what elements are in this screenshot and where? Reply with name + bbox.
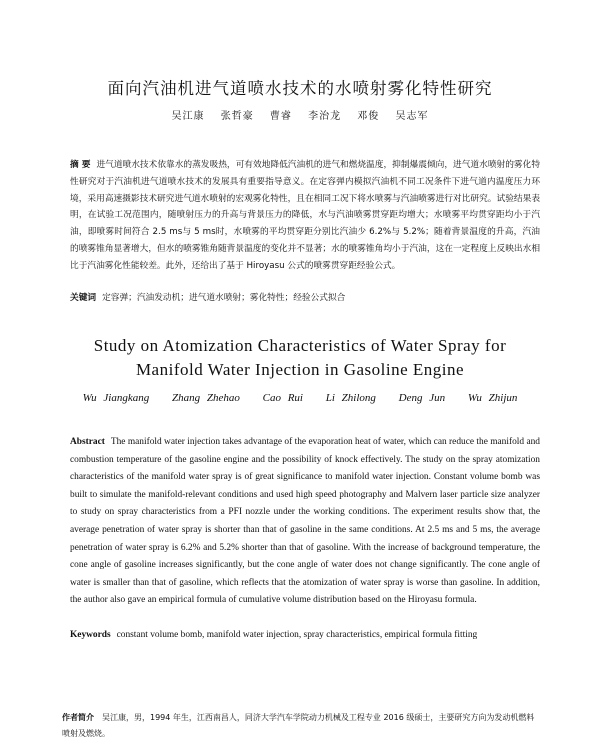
english-title-line-1: Study on Atomization Characteristics of Water Spray for <box>93 336 507 355</box>
chinese-abstract-text: 进气道喷水技术依靠水的蒸发吸热，可有效地降低汽油机的进气和燃烧温度，抑制爆震倾向，进气道水喷射的雾化特性研究对于汽油机进气道喷水技术的发展具有重要指导意义。在定容弹内模拟汽油机不同工况条件下进气道内温度压力环境，采用高速摄影技术研究进气道水喷射的宏观雾化特性，且在相同工况下将水喷雾与汽油喷雾进行对比研究。试验结果表明，在试验工况范围内，随喷射压力的升高与背景压力的降低，水与汽油喷雾贯穿距均增大；水喷雾平均贯穿距均小于汽油，即喷雾时间符合 2.5 ms与 5 ms时，水喷雾的平均贯穿距分别比汽油少 6.2%与 5.2%；随着背景温度的升高，汽油的喷雾锥角显著增大，但水的喷雾锥角随背景温度的变化并不显著；水的喷雾锥角均小于汽油，这在一定程度上反映出水相比于汽油雾化性能较差。此外，还给出了基于 Hiroyasu 公式的喷雾贯穿距经验公式。 <box>70 160 541 271</box>
footnote-text: 吴江康，男，1994 年生，江西南昌人，同济大学汽车学院动力机械及工程专业 2016 级硕士，主要研究方向为发动机燃料喷射及燃烧。 <box>62 713 535 738</box>
english-abstract <box>70 434 540 610</box>
zh-author: 李治龙 <box>308 111 342 122</box>
english-keywords-label: Keywords <box>70 630 111 640</box>
en-author: Zhang Zhehao <box>171 392 240 404</box>
chinese-keywords-text: 定容弹；汽油发动机；进气道水喷射；雾化特性；经验公式拟合 <box>102 293 346 303</box>
en-author: Li Zhilong <box>325 392 376 404</box>
zh-author: 张哲豪 <box>220 111 254 122</box>
english-keywords <box>70 627 540 643</box>
en-author: Cao Rui <box>262 392 303 404</box>
zh-author: 吴江康 <box>171 111 205 122</box>
zh-author: 邓俊 <box>357 111 380 122</box>
chinese-keywords <box>70 290 540 306</box>
footnote-label: 作者简介 <box>62 713 94 722</box>
en-author: Wu Zhijun <box>467 392 518 404</box>
en-author: Deng Jun <box>398 392 446 404</box>
zh-author: 曹睿 <box>269 111 292 122</box>
chinese-keywords-label: 关键词 <box>70 293 97 303</box>
author-footnote <box>62 710 542 741</box>
en-author: Wu Jiangkang <box>82 392 150 404</box>
chinese-authors <box>0 107 600 122</box>
chinese-abstract-label: 摘 要 <box>70 160 91 170</box>
chinese-title: 面向汽油机进气道喷水技术的水喷射雾化特性研究 <box>107 79 493 98</box>
zh-author: 吴志军 <box>395 111 429 122</box>
english-title <box>0 334 600 382</box>
chinese-abstract <box>70 157 540 275</box>
english-authors <box>0 392 600 404</box>
english-title-line-2: Manifold Water Injection in Gasoline Engine <box>135 360 465 379</box>
english-abstract-label: Abstract <box>70 437 105 447</box>
english-abstract-text: The manifold water injection takes advantage of the evaporation heat of water, which can reduce the manifold and combustion temperature of the gasoline engine and the possibility of knock effectively. The study on the spray atomization characteristics of the manifold water spray is of great significance to manifold water injection. Constant volume bomb was built to simulate the manifold-relevant conditions and used high speed photography and Malvern laser particle size analyzer to study on spray characteristics from a PFI nozzle under the working conditions. The experiment results show that, the average penetration of water spray is shorter than that of gasoline in the same conditions. At 2.5 ms and 5 ms, the average penetration of water spray is 6.2% and 5.2% shorter than that of gasoline. With the increase of background temperature, the cone angle of gasoline increases significantly, but the cone angle of water does not change significantly. The cone angle of water is smaller than that of gasoline, which reflects that the atomization of water spray is worse than gasoline. In addition, the author also gave an empirical formula of cumulative volume distribution based on the Hiroyasu formula. <box>70 437 540 606</box>
english-keywords-text: constant volume bomb, manifold water injection, spray characteristics, empirical formula fitting <box>116 630 478 640</box>
